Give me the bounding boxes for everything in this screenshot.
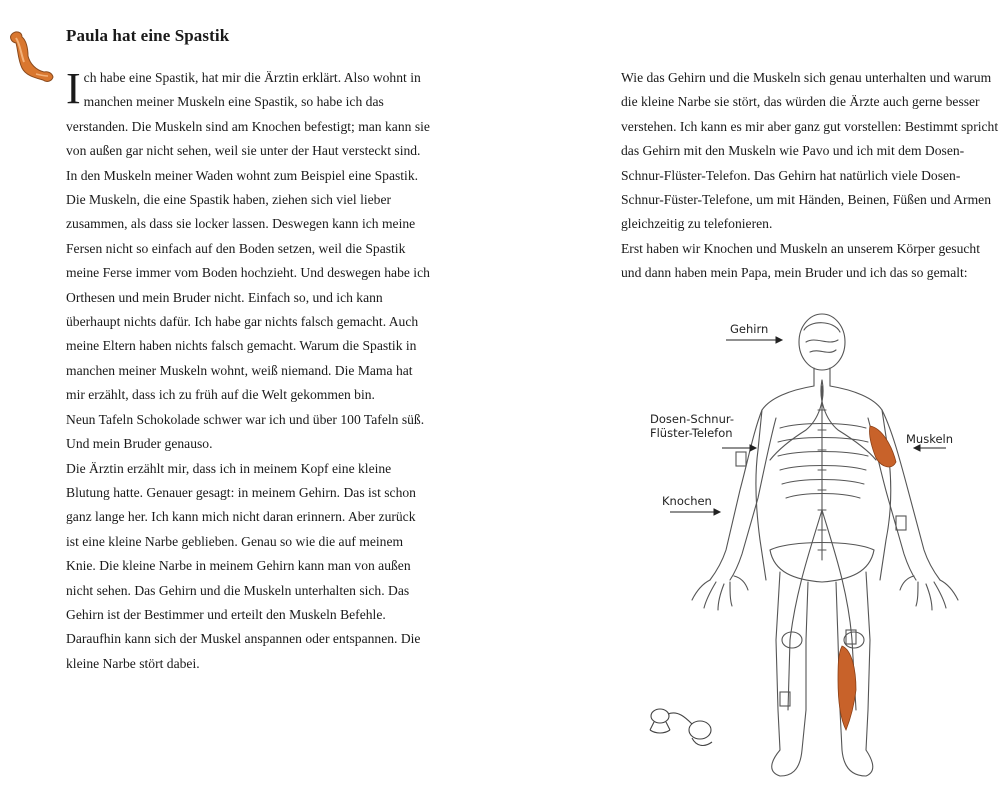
arm-muscle: [869, 426, 896, 467]
drop-cap: I: [66, 64, 81, 113]
paragraph: Neun Tafeln Schokolade schwer war ich und über 100 Tafeln süß. Und mein Bruder genauso.: [66, 411, 425, 452]
paragraph: Wie das Gehirn und die Muskeln sich genau unterhalten und warum die kleine Narbe sie stört, das würden die Ärzte auch gerne besser verstehen. Ich kann es mir aber ganz gut vorstellen: Bestimmt spricht das Gehirn mit den Muskeln wie Pavo und ich mit dem Dosen-Schnur-Flüster-Telefon. Das Gehirn hat natürlich viele Dosen-Schnur-Füster-Telefone, um mit Händen, Beinen, Füßen und Armen gleichzeitig zu telefonieren.: [621, 70, 999, 232]
label-knochen: Knochen: [662, 494, 712, 508]
paragraph: Erst haben wir Knochen und Muskeln an unserem Körper gesucht und dann haben mein Papa, mein Bruder und ich das so gemalt:: [621, 240, 981, 281]
right-page: [500, 0, 1000, 800]
bone-muscle-icon: [6, 28, 56, 84]
paragraph: Die Ärztin erzählt mir, dass ich in meinem Kopf eine kleine Blutung hatte. Genauer gesagt: in meinem Gehirn. Das ist schon ganz lange her. Ich kann mich nicht daran erinnern. Aber zurück ist eine kleine Narbe geblieben. Genau so wie die auf meinem Knie. Die kleine Narbe in meinem Gehirn kann man von außen nicht sehen. Das Gehirn und die Muskeln unterhalten sich. Das Gehirn ist der Bestimmer und erteilt den Muskeln Befehle. Daraufhin kann sich der Muskel anspannen oder entspannen. Die kleine Narbe stört dabei.: [66, 460, 421, 671]
body-diagram: [630, 310, 1000, 790]
label-gehirn: Gehirn: [730, 322, 769, 336]
paragraph: Ich habe eine Spastik, hat mir die Ärztin erklärt. Also wohnt in manchen meiner Muskeln eine Spastik, so habe ich das verstanden. Die Muskeln sind am Knochen befestigt; man kann sie von außen gar nicht sehen, weil sie unter der Haut versteckt sind.: [66, 64, 430, 159]
page-title: Paula hat eine Spastik: [66, 26, 230, 45]
body-drawing: [630, 310, 1000, 790]
label-telefon: Dosen-Schnur- Flüster-Telefon: [650, 412, 735, 440]
left-body: [66, 66, 430, 676]
tin-can-telephone: [650, 709, 712, 745]
label-muskeln: Muskeln: [906, 432, 954, 446]
right-body: [621, 66, 999, 286]
paragraph: In den Muskeln meiner Waden wohnt zum Beispiel eine Spastik. Die Muskeln, die eine Spastik haben, ziehen sich viel lieber zusammen, als dass sie locker lassen. Deswegen kann ich meine Fersen nicht so einfach auf den Boden setzen, weil die Spastik meine Ferse immer vom Boden hochzieht. Und deswegen habe ich Orthesen und mein Bruder nicht. Einfach so, und ich kann überhaupt nichts dafür. Ich habe gar nichts falsch gemacht. Auch meine Eltern haben nichts falsch gemacht. Warum die Spastik in manchen meiner Muskeln wohnt, weiß niemand. Die Mama hat mir erzählt, dass ich zu früh auf die Welt gekommen bin.: [66, 167, 430, 403]
